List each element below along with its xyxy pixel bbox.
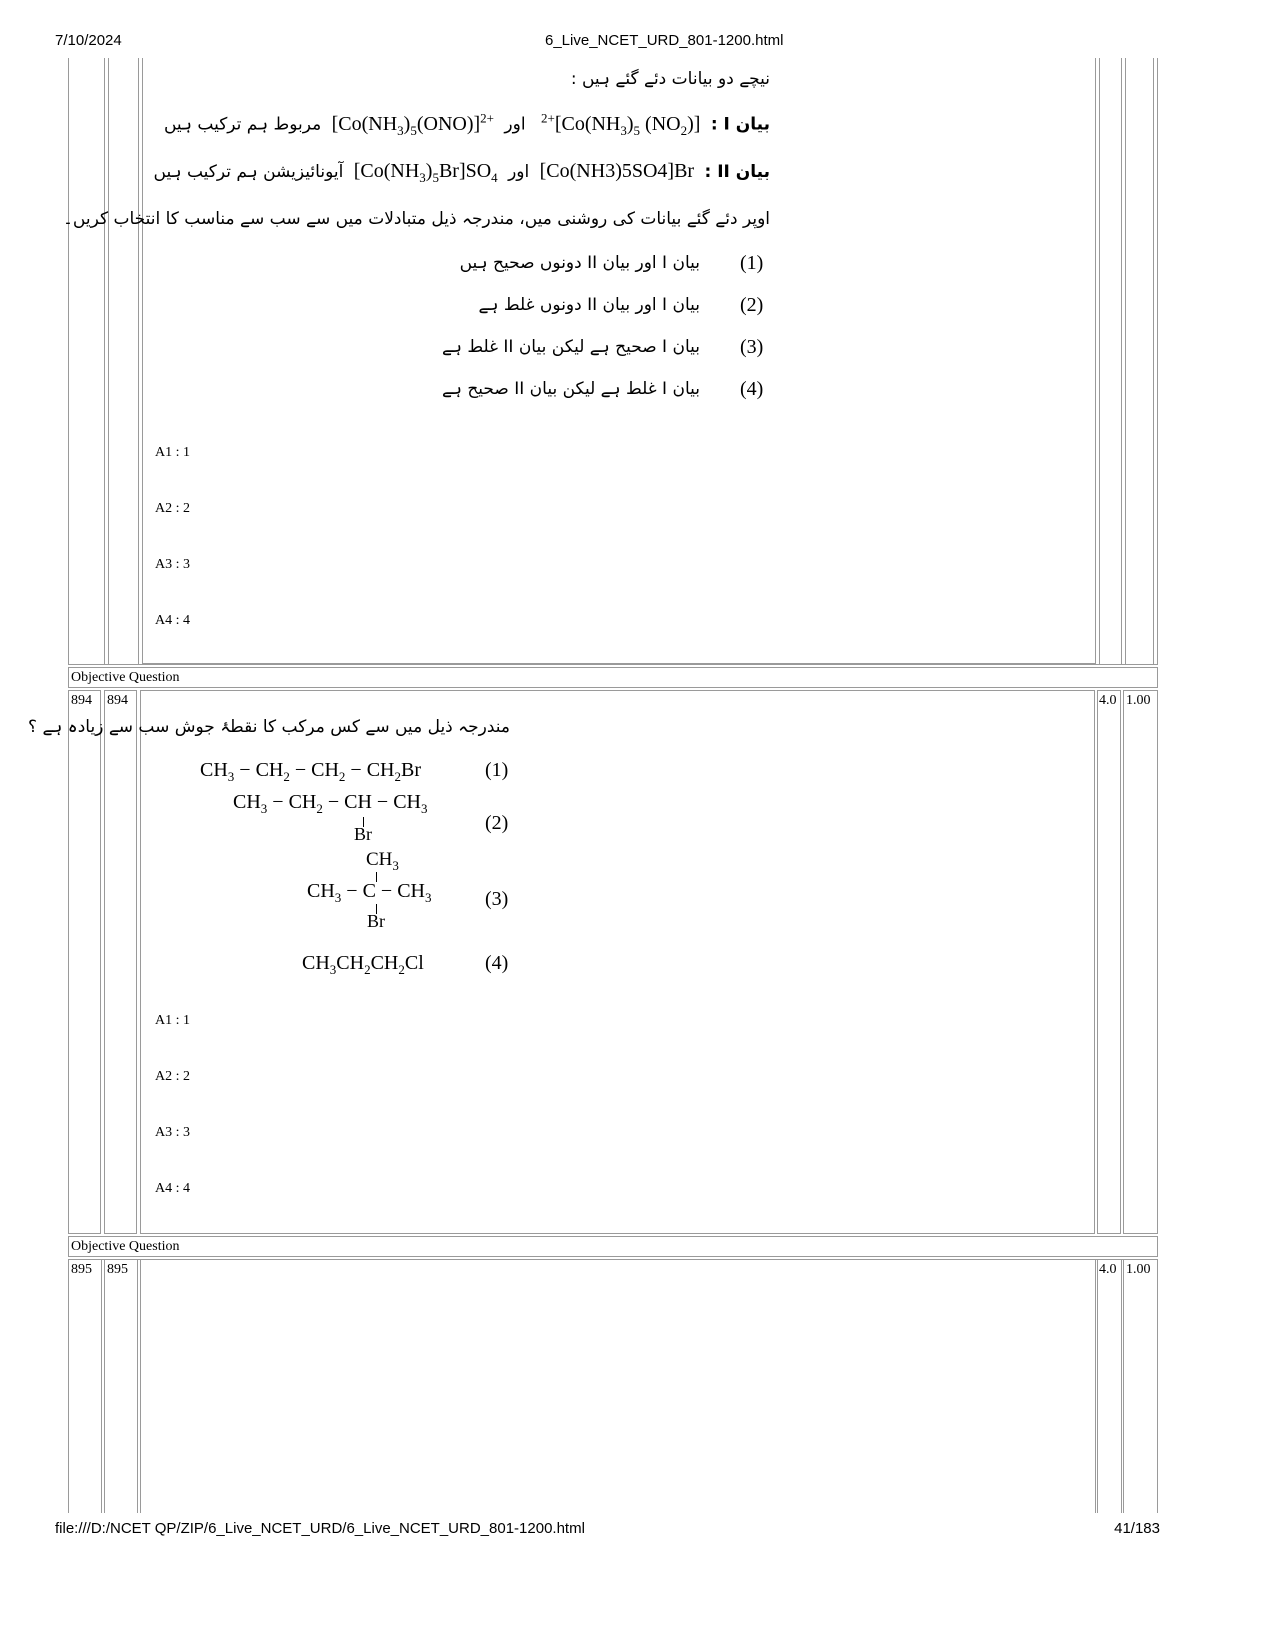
q894-option-3-num: (3)	[485, 888, 509, 910]
q894-id: 894	[107, 693, 128, 708]
q893-s2-label: بیان II :	[704, 162, 770, 182]
q893-and-1: اور	[504, 114, 526, 135]
q893-s1-text: مربوط ہم ترکیب ہیں	[163, 114, 322, 135]
q893-statement-1: بیان I : $^{2+}[Co(NH_3)_5$ $(NO_2)$] اور $[Co(NH_3)_5(ONO)]^{2+}$ مربوط ہم ترکیب ہیں	[163, 110, 770, 138]
q894-serial-cell	[68, 690, 101, 1234]
section-label-895: Objective Question	[71, 1239, 180, 1254]
q895-id: 895	[107, 1262, 128, 1277]
q893-option-2-num: (2)	[740, 294, 764, 316]
q893-option-1-num: (1)	[740, 252, 764, 274]
q895-serial: 895	[71, 1262, 92, 1277]
q893-option-3-text: بیان I صحیح ہے لیکن بیان II غلط ہے	[442, 337, 700, 357]
section-row-895	[68, 1236, 1158, 1257]
q894-option-1-formula: $CH_3 - CH_2 - CH_2 - CH_2Br$	[200, 759, 421, 784]
document-title: 6_Live_NCET_URD_801-1200.html	[545, 32, 784, 49]
q894-option-1-num: (1)	[485, 759, 509, 781]
q894-marks-cell	[1097, 690, 1121, 1234]
q893-answer-4: A4 : 4	[155, 613, 190, 628]
q894-answer-1: A1 : 1	[155, 1013, 190, 1028]
q894-answer-4: A4 : 4	[155, 1181, 190, 1196]
q893-answer-3: A3 : 3	[155, 557, 190, 572]
q893-s1-label: بیان I :	[710, 114, 770, 135]
q893-option-1-text: بیان I اور بیان II دونوں صحیح ہیں	[459, 253, 700, 273]
q894-answer-3: A3 : 3	[155, 1125, 190, 1140]
q894-negative-cell	[1123, 690, 1158, 1234]
print-date: 7/10/2024	[55, 32, 122, 49]
section-label-894: Objective Question	[71, 670, 180, 685]
q894-question-text: مندرجہ ذیل میں سے کس مرکب کا نقطۂ جوش سب سے زیادہ ہے ؟	[28, 717, 510, 737]
q893-and-2: اور	[508, 162, 530, 182]
q894-id-cell	[104, 690, 137, 1234]
q893-option-4-num: (4)	[740, 378, 764, 400]
q894-option-2-num: (2)	[485, 812, 509, 834]
q895-marks: 4.0	[1099, 1262, 1117, 1277]
q894-negative: 1.00	[1126, 693, 1151, 708]
q893-statement-2: بیان II : [Co(NH3)5SO4]Br اور $[Co(NH_3)_5Br]SO_4$ آیونائیزیشن ہم ترکیب ہیں	[153, 160, 770, 185]
section-row-894	[68, 667, 1158, 688]
q894-marks: 4.0	[1099, 693, 1117, 708]
file-path: file:///D:/NCET QP/ZIP/6_Live_NCET_URD/6_Live_NCET_URD_801-1200.html	[55, 1520, 585, 1537]
q893-answer-2: A2 : 2	[155, 501, 190, 516]
q894-answer-2: A2 : 2	[155, 1069, 190, 1084]
q893-answer-1: A1 : 1	[155, 445, 190, 460]
page-number: 41/183	[1114, 1520, 1160, 1537]
q894-option-4-formula: $CH_3CH_2CH_2Cl$	[302, 952, 424, 977]
q893-option-2-text: بیان I اور بیان II دونوں غلط ہے	[478, 295, 700, 315]
q893-intro: نیچے دو بیانات دئے گئے ہیں :	[570, 69, 770, 89]
q894-serial: 894	[71, 693, 92, 708]
q894-option-4-num: (4)	[485, 952, 509, 974]
q893-option-3-num: (3)	[740, 336, 764, 358]
q895-negative: 1.00	[1126, 1262, 1151, 1277]
q893-s2-text: آیونائیزیشن ہم ترکیب ہیں	[153, 162, 344, 182]
q893-option-4-text: بیان I غلط ہے لیکن بیان II صحیح ہے	[442, 379, 700, 399]
q893-instruction: اوپر دئے گئے بیانات کی روشنی میں، مندرجہ ذیل متبادلات میں سے سب سے مناسب کا انتخاب کریں۔	[62, 209, 770, 229]
